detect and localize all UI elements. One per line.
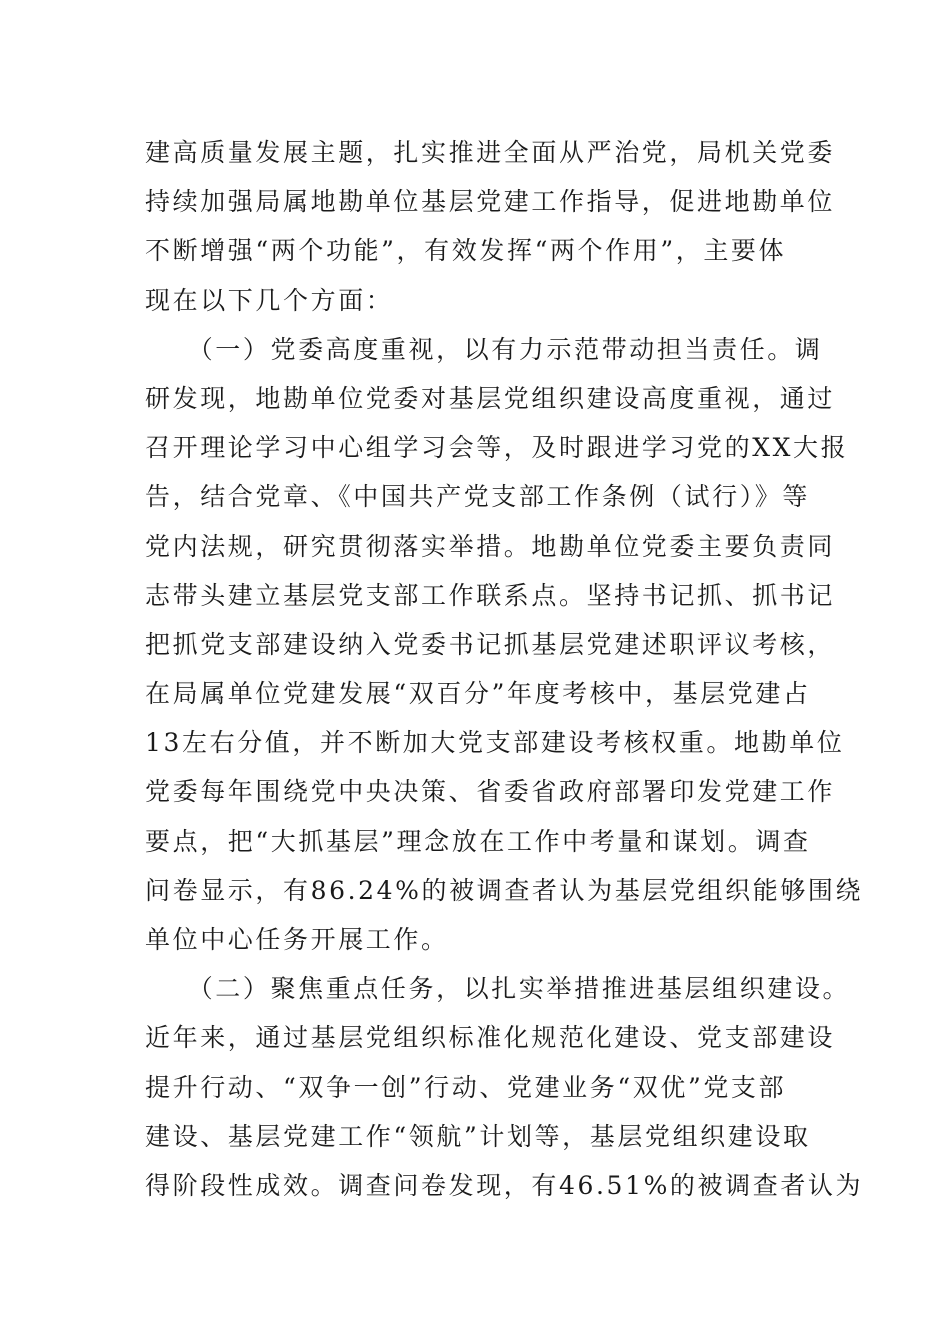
text-line: 提升行动、“双争一创”行动、党建业务“双优”党支部 [145,1072,787,1102]
text-line: 不断增强“两个功能”，有效发挥“两个作用”，主要体 [145,236,787,266]
section-heading-line: （一）党委高度重视，以有力示范带动担当责任。调 [145,334,823,364]
text-line: 持续加强局属地勘单位基层党建工作指导，促进地勘单位 [145,187,836,217]
text-line: 党委每年围绕党中央决策、省委省政府部署印发党建工作 [145,777,836,807]
text-line: 现在以下几个方面： [145,285,394,315]
text-line: 13左右分值，并不断加大党支部建设考核权重。地勘单位 [145,728,845,758]
text-line: 志带头建立基层党支部工作联系点。坚持书记抓、抓书记 [145,580,836,610]
text-line: 在局属单位党建发展“双百分”年度考核中，基层党建占 [145,679,811,709]
text-line: 近年来，通过基层党组织标准化规范化建设、党支部建设 [145,1023,836,1053]
text-line: 建高质量发展主题，扎实推进全面从严治党，局机关党委 [145,138,836,167]
text-line: 建设、基层党建工作“领航”计划等，基层党组织建设取 [145,1121,811,1151]
text-line: 研发现，地勘单位党委对基层党组织建设高度重视，通过 [145,383,836,413]
text-line: 把抓党支部建设纳入党委书记抓基层党建述职评议考核， [145,629,836,659]
text-line: 要点，把“大抓基层”理念放在工作中考量和谋划。调查 [145,826,811,856]
section-heading-line: （二）聚焦重点任务，以扎实举措推进基层组织建设。 [145,974,851,1004]
text-line: 告，结合党章、《中国共产党支部工作条例（试行）》等 [145,482,811,512]
text-line: 党内法规，研究贯彻落实举措。地勘单位党委主要负责同 [145,531,836,561]
text-line: 得阶段性成效。调查问卷发现，有46.51%的被调查者认为 [145,1170,864,1200]
text-line: 问卷显示，有86.24%的被调查者认为基层党组织能够围绕 [145,875,864,905]
text-line: 单位中心任务开展工作。 [145,925,449,954]
text-line: 召开理论学习中心组学习会等，及时跟进学习党的XX大报 [145,433,849,463]
body-text [145,128,864,1210]
